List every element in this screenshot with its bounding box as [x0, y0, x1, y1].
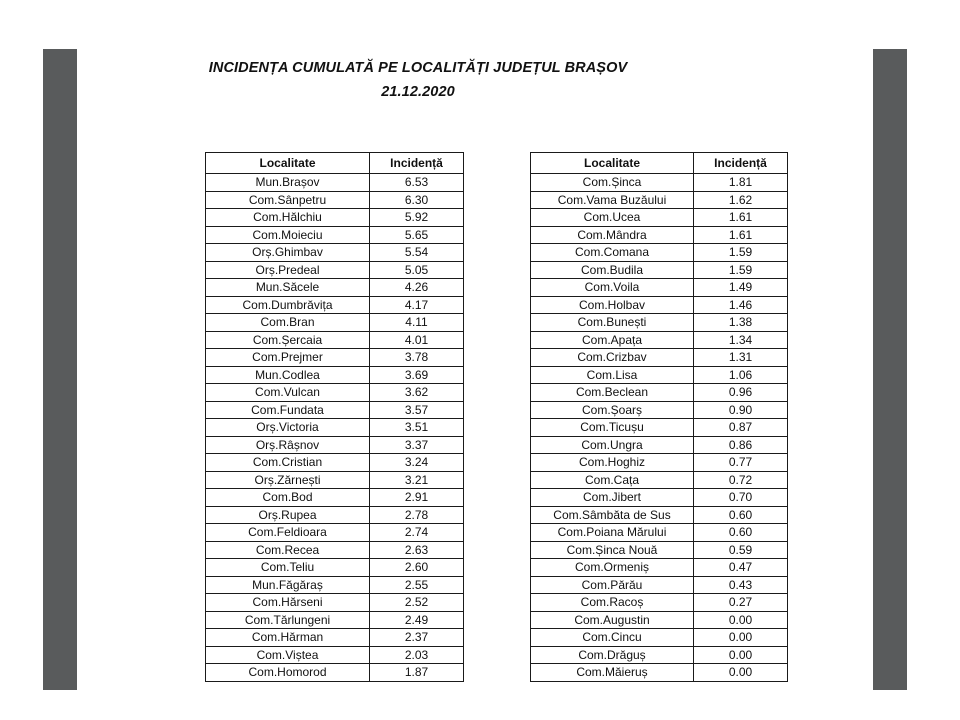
table-row	[531, 261, 788, 279]
locality-cell: Com.Jibert	[531, 489, 694, 507]
table-row	[531, 559, 788, 577]
incidence-cell: 0.60	[694, 506, 788, 524]
table-row	[531, 471, 788, 489]
locality-cell: Orș.Victoria	[206, 419, 370, 437]
locality-cell: Com.Măieruș	[531, 664, 694, 682]
locality-cell: Com.Bunești	[531, 314, 694, 332]
locality-cell: Com.Ormeniș	[531, 559, 694, 577]
table-row	[531, 401, 788, 419]
table-row	[206, 436, 464, 454]
locality-cell: Com.Lisa	[531, 366, 694, 384]
table-row	[206, 646, 464, 664]
incidence-cell: 1.49	[694, 279, 788, 297]
locality-cell: Com.Crizbav	[531, 349, 694, 367]
table-row	[206, 611, 464, 629]
incidence-cell: 6.53	[370, 174, 464, 192]
locality-cell: Com.Hoghiz	[531, 454, 694, 472]
table-row	[206, 401, 464, 419]
incidence-cell: 4.26	[370, 279, 464, 297]
incidence-cell: 3.57	[370, 401, 464, 419]
table-row	[531, 489, 788, 507]
incidence-cell: 1.87	[370, 664, 464, 682]
incidence-cell: 0.86	[694, 436, 788, 454]
document-date: 21.12.2020	[381, 84, 455, 100]
locality-cell: Com.Fundata	[206, 401, 370, 419]
locality-cell: Com.Moieciu	[206, 226, 370, 244]
incidence-cell: 0.00	[694, 664, 788, 682]
table-row	[206, 366, 464, 384]
locality-cell: Com.Șercaia	[206, 331, 370, 349]
column-header-incidence: Incidență	[370, 153, 464, 174]
table-row	[531, 594, 788, 612]
locality-cell: Com.Șoarș	[531, 401, 694, 419]
incidence-cell: 6.30	[370, 191, 464, 209]
table-row	[206, 209, 464, 227]
incidence-cell: 2.91	[370, 489, 464, 507]
incidence-cell: 5.54	[370, 244, 464, 262]
locality-cell: Com.Sânpetru	[206, 191, 370, 209]
column-header-locality: Localitate	[531, 153, 694, 174]
incidence-cell: 5.92	[370, 209, 464, 227]
table-row	[531, 611, 788, 629]
table-row	[206, 664, 464, 682]
incidence-cell: 3.21	[370, 471, 464, 489]
incidence-cell: 1.06	[694, 366, 788, 384]
incidence-cell: 2.55	[370, 576, 464, 594]
table-row	[206, 576, 464, 594]
incidence-cell: 1.59	[694, 261, 788, 279]
locality-cell: Com.Racoș	[531, 594, 694, 612]
table-row	[206, 191, 464, 209]
locality-cell: Com.Drăguș	[531, 646, 694, 664]
locality-cell: Mun.Brașov	[206, 174, 370, 192]
locality-cell: Com.Homorod	[206, 664, 370, 682]
locality-cell: Com.Feldioara	[206, 524, 370, 542]
incidence-cell: 0.60	[694, 524, 788, 542]
table-row	[531, 331, 788, 349]
table-row	[531, 664, 788, 682]
table-row	[531, 576, 788, 594]
table-row	[531, 296, 788, 314]
table-row	[206, 314, 464, 332]
locality-cell: Com.Viștea	[206, 646, 370, 664]
locality-cell: Com.Ticușu	[531, 419, 694, 437]
incidence-cell: 2.78	[370, 506, 464, 524]
incidence-cell: 0.72	[694, 471, 788, 489]
locality-cell: Com.Comana	[531, 244, 694, 262]
column-header-locality: Localitate	[206, 153, 370, 174]
locality-cell: Orș.Rupea	[206, 506, 370, 524]
locality-cell: Com.Vama Buzăului	[531, 191, 694, 209]
locality-cell: Com.Hălchiu	[206, 209, 370, 227]
locality-cell: Com.Cața	[531, 471, 694, 489]
incidence-cell: 3.69	[370, 366, 464, 384]
incidence-table-left	[205, 152, 464, 682]
table-row	[206, 506, 464, 524]
incidence-cell: 3.78	[370, 349, 464, 367]
incidence-cell: 1.59	[694, 244, 788, 262]
document-title: INCIDENȚA CUMULATĂ PE LOCALITĂȚI JUDEȚUL BRAȘOV	[208, 60, 628, 76]
table-row	[206, 454, 464, 472]
table-row	[206, 419, 464, 437]
locality-cell: Com.Șinca	[531, 174, 694, 192]
incidence-cell: 2.74	[370, 524, 464, 542]
incidence-cell: 3.37	[370, 436, 464, 454]
incidence-cell: 0.00	[694, 611, 788, 629]
table-row	[531, 384, 788, 402]
locality-cell: Com.Sâmbăta de Sus	[531, 506, 694, 524]
incidence-cell: 0.27	[694, 594, 788, 612]
incidence-cell: 2.60	[370, 559, 464, 577]
incidence-cell: 0.59	[694, 541, 788, 559]
table-row	[531, 646, 788, 664]
table-row	[206, 524, 464, 542]
incidence-cell: 5.65	[370, 226, 464, 244]
table-header-row	[206, 153, 464, 174]
incidence-cell: 4.11	[370, 314, 464, 332]
locality-cell: Com.Recea	[206, 541, 370, 559]
locality-cell: Com.Augustin	[531, 611, 694, 629]
table-row	[531, 174, 788, 192]
incidence-cell: 0.70	[694, 489, 788, 507]
locality-cell: Com.Bod	[206, 489, 370, 507]
table-row	[206, 349, 464, 367]
locality-cell: Com.Cristian	[206, 454, 370, 472]
table-row	[206, 226, 464, 244]
locality-cell: Orș.Râșnov	[206, 436, 370, 454]
incidence-cell: 2.63	[370, 541, 464, 559]
table-row	[531, 366, 788, 384]
table-row	[531, 436, 788, 454]
locality-cell: Mun.Săcele	[206, 279, 370, 297]
table-row	[531, 419, 788, 437]
incidence-cell: 3.51	[370, 419, 464, 437]
incidence-cell: 2.49	[370, 611, 464, 629]
incidence-cell: 1.46	[694, 296, 788, 314]
locality-cell: Mun.Făgăraș	[206, 576, 370, 594]
locality-cell: Com.Voila	[531, 279, 694, 297]
incidence-cell: 0.90	[694, 401, 788, 419]
table-row	[206, 296, 464, 314]
locality-cell: Com.Dumbrăvița	[206, 296, 370, 314]
incidence-cell: 0.77	[694, 454, 788, 472]
locality-cell: Orș.Predeal	[206, 261, 370, 279]
table-row	[206, 471, 464, 489]
table-row	[531, 279, 788, 297]
table-row	[206, 489, 464, 507]
incidence-cell: 0.87	[694, 419, 788, 437]
table-row	[206, 261, 464, 279]
incidence-cell: 0.00	[694, 629, 788, 647]
table-row	[531, 506, 788, 524]
table-row	[531, 209, 788, 227]
locality-cell: Com.Poiana Mărului	[531, 524, 694, 542]
locality-cell: Com.Apața	[531, 331, 694, 349]
incidence-cell: 4.17	[370, 296, 464, 314]
table-row	[531, 244, 788, 262]
incidence-cell: 1.62	[694, 191, 788, 209]
locality-cell: Com.Ungra	[531, 436, 694, 454]
incidence-cell: 3.62	[370, 384, 464, 402]
table-row	[531, 454, 788, 472]
table-row	[206, 541, 464, 559]
incidence-cell: 5.05	[370, 261, 464, 279]
column-header-incidence: Incidență	[694, 153, 788, 174]
incidence-cell: 0.00	[694, 646, 788, 664]
locality-cell: Orș.Zărnești	[206, 471, 370, 489]
locality-cell: Com.Ucea	[531, 209, 694, 227]
locality-cell: Com.Vulcan	[206, 384, 370, 402]
table-row	[206, 174, 464, 192]
table-row	[531, 629, 788, 647]
table-row	[206, 331, 464, 349]
incidence-cell: 0.96	[694, 384, 788, 402]
locality-cell: Com.Teliu	[206, 559, 370, 577]
locality-cell: Com.Tărlungeni	[206, 611, 370, 629]
table-row	[531, 524, 788, 542]
locality-cell: Com.Hărman	[206, 629, 370, 647]
incidence-cell: 1.38	[694, 314, 788, 332]
incidence-cell: 1.61	[694, 226, 788, 244]
incidence-cell: 2.52	[370, 594, 464, 612]
incidence-cell: 1.31	[694, 349, 788, 367]
incidence-cell: 1.61	[694, 209, 788, 227]
table-row	[531, 541, 788, 559]
incidence-cell: 4.01	[370, 331, 464, 349]
table-row	[206, 244, 464, 262]
locality-cell: Mun.Codlea	[206, 366, 370, 384]
incidence-table-right	[530, 152, 788, 682]
table-row	[206, 384, 464, 402]
locality-cell: Com.Budila	[531, 261, 694, 279]
locality-cell: Com.Hărseni	[206, 594, 370, 612]
locality-cell: Com.Bran	[206, 314, 370, 332]
incidence-cell: 2.03	[370, 646, 464, 664]
incidence-cell: 1.81	[694, 174, 788, 192]
viewer-right-margin	[873, 49, 907, 690]
table-row	[206, 594, 464, 612]
incidence-cell: 1.34	[694, 331, 788, 349]
locality-cell: Com.Prejmer	[206, 349, 370, 367]
locality-cell: Com.Beclean	[531, 384, 694, 402]
table-row	[531, 349, 788, 367]
table-row	[531, 191, 788, 209]
table-row	[531, 226, 788, 244]
locality-cell: Com.Holbav	[531, 296, 694, 314]
locality-cell: Com.Șinca Nouă	[531, 541, 694, 559]
table-row	[531, 314, 788, 332]
locality-cell: Com.Părău	[531, 576, 694, 594]
table-row	[206, 559, 464, 577]
locality-cell: Orș.Ghimbav	[206, 244, 370, 262]
locality-cell: Com.Cincu	[531, 629, 694, 647]
incidence-cell: 0.43	[694, 576, 788, 594]
table-row	[206, 629, 464, 647]
incidence-cell: 2.37	[370, 629, 464, 647]
locality-cell: Com.Mândra	[531, 226, 694, 244]
table-header-row	[531, 153, 788, 174]
viewer-left-margin	[43, 49, 77, 690]
incidence-cell: 3.24	[370, 454, 464, 472]
table-row	[206, 279, 464, 297]
incidence-cell: 0.47	[694, 559, 788, 577]
